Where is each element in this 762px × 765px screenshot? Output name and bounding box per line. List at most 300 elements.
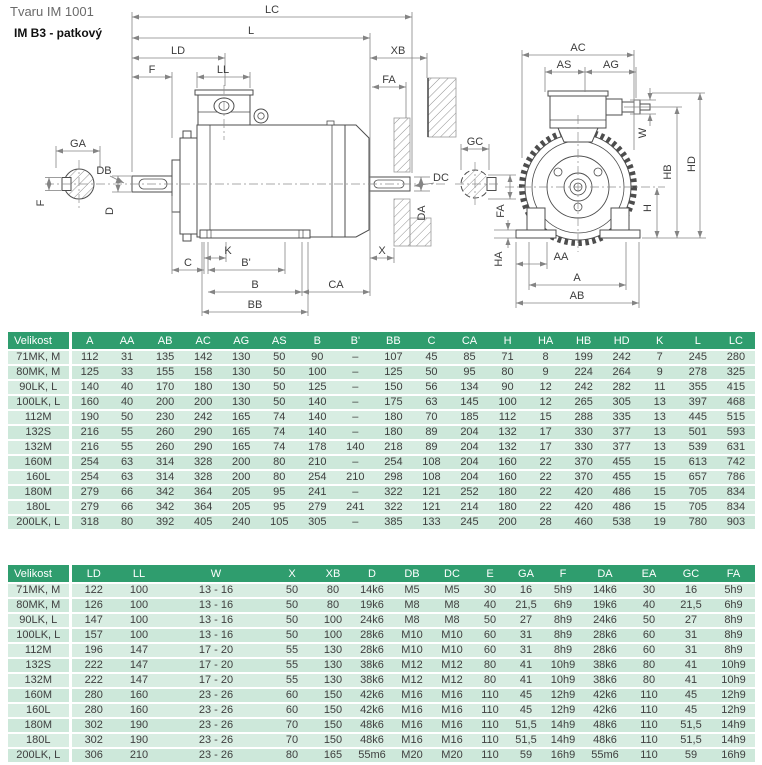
value-cell: 254 [374, 455, 412, 470]
column-header: HD [603, 332, 641, 350]
motor-size-cell: 90LK, L [8, 613, 70, 628]
dim-label-d: D [104, 207, 116, 215]
column-header: W [162, 565, 270, 583]
value-cell: 51,5 [670, 718, 712, 733]
dim-label-db: DB [96, 165, 112, 177]
value-cell: 63 [108, 470, 146, 485]
value-cell: 230 [146, 410, 184, 425]
value-cell: 48k6 [352, 733, 392, 748]
value-cell: 140 [298, 425, 336, 440]
motor-size-cell: 90LK, L [8, 380, 70, 395]
value-cell: 6h9 [712, 598, 755, 613]
value-cell: 8 [527, 350, 565, 365]
value-cell: 204 [450, 425, 488, 440]
value-cell: 160 [489, 470, 527, 485]
value-cell: 19 [641, 515, 679, 530]
value-cell: 14k6 [352, 583, 392, 598]
value-cell: 112 [489, 410, 527, 425]
value-cell: 48k6 [582, 733, 628, 748]
value-cell: 23 - 26 [162, 748, 270, 763]
value-cell: 45 [670, 703, 712, 718]
column-header: FA [712, 565, 755, 583]
value-cell: 314 [146, 455, 184, 470]
value-cell: 40 [108, 380, 146, 395]
value-cell: – [336, 350, 374, 365]
value-cell: 70 [270, 733, 314, 748]
value-cell: 538 [603, 515, 641, 530]
table-row [8, 425, 755, 440]
value-cell: 140 [70, 380, 108, 395]
value-cell: 780 [679, 515, 717, 530]
table-row [8, 395, 755, 410]
value-cell: 30 [472, 583, 508, 598]
value-cell: 385 [374, 515, 412, 530]
value-cell: 160 [116, 703, 162, 718]
column-header: E [472, 565, 508, 583]
column-header: B' [336, 332, 374, 350]
value-cell: 241 [298, 485, 336, 500]
main-dimensions-table-section [8, 332, 755, 531]
table-row [8, 658, 755, 673]
value-cell: 121 [412, 500, 450, 515]
value-cell: 180 [184, 380, 222, 395]
column-header: AA [108, 332, 146, 350]
value-cell: 377 [603, 440, 641, 455]
value-cell: 12h9 [712, 703, 755, 718]
value-cell: 205 [222, 500, 260, 515]
value-cell: 254 [298, 470, 336, 485]
value-cell: 180 [489, 500, 527, 515]
value-cell: 22 [527, 470, 565, 485]
value-cell: 110 [628, 703, 670, 718]
value-cell: 130 [222, 365, 260, 380]
value-cell: 110 [472, 718, 508, 733]
value-cell: M12 [392, 673, 432, 688]
value-cell: 22 [527, 500, 565, 515]
value-cell: M10 [392, 643, 432, 658]
value-cell: 13 [641, 425, 679, 440]
value-cell: 13 - 16 [162, 598, 270, 613]
value-cell: 110 [628, 718, 670, 733]
value-cell: 147 [70, 613, 116, 628]
value-cell: 60 [270, 703, 314, 718]
value-cell: 38k6 [582, 673, 628, 688]
value-cell: 14h9 [712, 733, 755, 748]
value-cell: 420 [565, 485, 603, 500]
value-cell: 89 [412, 425, 450, 440]
value-cell: M20 [432, 748, 472, 763]
dim-label-ga: GA [70, 138, 86, 150]
value-cell: 110 [472, 748, 508, 763]
value-cell: 15 [527, 410, 565, 425]
value-cell: 41 [670, 673, 712, 688]
value-cell: 240 [222, 515, 260, 530]
value-cell: 31 [670, 628, 712, 643]
motor-side-view [132, 90, 410, 241]
value-cell: 8h9 [544, 643, 582, 658]
value-cell: 157 [70, 628, 116, 643]
table-row [8, 485, 755, 500]
value-cell: 12 [527, 380, 565, 395]
value-cell: 7 [641, 350, 679, 365]
column-header: B [298, 332, 336, 350]
value-cell: 200 [222, 455, 260, 470]
value-cell: 12 [527, 395, 565, 410]
value-cell: 80 [472, 673, 508, 688]
value-cell: 41 [670, 658, 712, 673]
value-cell: – [336, 515, 374, 530]
dim-label-lc: LC [264, 4, 280, 16]
value-cell: 40 [628, 598, 670, 613]
value-cell: 17 - 20 [162, 658, 270, 673]
value-cell: 112 [70, 350, 108, 365]
value-cell: 45 [670, 688, 712, 703]
value-cell: 14h9 [544, 718, 582, 733]
value-cell: 196 [70, 643, 116, 658]
value-cell: 242 [603, 350, 641, 365]
value-cell: M12 [432, 673, 472, 688]
value-cell: 59 [670, 748, 712, 763]
column-header: DB [392, 565, 432, 583]
value-cell: 5h9 [544, 583, 582, 598]
value-cell: 204 [450, 455, 488, 470]
value-cell: 460 [565, 515, 603, 530]
value-cell: 28 [527, 515, 565, 530]
value-cell: 279 [70, 485, 108, 500]
header-row [8, 565, 755, 583]
value-cell: 142 [184, 350, 222, 365]
value-cell: 486 [603, 485, 641, 500]
value-cell: 23 - 26 [162, 718, 270, 733]
value-cell: 55 [108, 440, 146, 455]
value-cell: 21,5 [508, 598, 544, 613]
value-cell: 200 [489, 515, 527, 530]
value-cell: 14h9 [712, 718, 755, 733]
value-cell: 328 [184, 455, 222, 470]
value-cell: – [336, 455, 374, 470]
value-cell: 100 [116, 628, 162, 643]
dim-label-b-prime: B' [241, 257, 251, 269]
value-cell: 80 [472, 658, 508, 673]
value-cell: 405 [184, 515, 222, 530]
value-cell: 377 [603, 425, 641, 440]
value-cell: 13 [641, 440, 679, 455]
value-cell: 130 [314, 673, 352, 688]
column-header: DC [432, 565, 472, 583]
dim-label-fa-front: FA [495, 204, 507, 218]
value-cell: 742 [717, 455, 755, 470]
dim-label-gc: GC [466, 136, 484, 148]
motor-size-cell: 100LK, L [8, 395, 70, 410]
value-cell: 60 [270, 688, 314, 703]
value-cell: 122 [70, 583, 116, 598]
value-cell: 13 - 16 [162, 613, 270, 628]
dim-label-da: DA [416, 205, 428, 221]
column-header: AC [184, 332, 222, 350]
value-cell: 903 [717, 515, 755, 530]
value-cell: M10 [432, 643, 472, 658]
value-cell: M8 [392, 613, 432, 628]
value-cell: 66 [108, 485, 146, 500]
dim-label-f-top: F [148, 64, 156, 76]
value-cell: 10h9 [712, 673, 755, 688]
value-cell: 51,5 [508, 733, 544, 748]
value-cell: 100 [314, 613, 352, 628]
table-row [8, 643, 755, 658]
column-header: DA [582, 565, 628, 583]
value-cell: 22 [527, 485, 565, 500]
value-cell: 190 [116, 718, 162, 733]
value-cell: 108 [412, 470, 450, 485]
value-cell: 222 [70, 673, 116, 688]
value-cell: 50 [472, 613, 508, 628]
value-cell: 318 [70, 515, 108, 530]
motor-size-cell: 132S [8, 425, 70, 440]
motor-size-cell: 160M [8, 455, 70, 470]
value-cell: 342 [146, 485, 184, 500]
value-cell: 80 [628, 658, 670, 673]
value-cell: 89 [412, 440, 450, 455]
value-cell: 50 [270, 613, 314, 628]
value-cell: 48k6 [352, 718, 392, 733]
value-cell: 9 [527, 365, 565, 380]
column-header: GC [670, 565, 712, 583]
page-subtitle: IM B3 - patkový [14, 26, 103, 40]
value-cell: 15 [641, 485, 679, 500]
value-cell: 31 [508, 628, 544, 643]
value-cell: 216 [70, 425, 108, 440]
value-cell: 95 [450, 365, 488, 380]
value-cell: 10h9 [544, 658, 582, 673]
value-cell: 19k6 [352, 598, 392, 613]
value-cell: 5h9 [712, 583, 755, 598]
dim-label-ag: AG [603, 59, 619, 71]
value-cell: 150 [314, 718, 352, 733]
value-cell: 40 [108, 395, 146, 410]
value-cell: 80 [628, 673, 670, 688]
value-cell: 280 [717, 350, 755, 365]
value-cell: 140 [336, 440, 374, 455]
value-cell: 302 [70, 733, 116, 748]
value-cell: 59 [508, 748, 544, 763]
column-header: H [489, 332, 527, 350]
dim-label-as: AS [556, 59, 572, 71]
value-cell: 95 [260, 500, 298, 515]
value-cell: 306 [70, 748, 116, 763]
motor-size-cell: 100LK, L [8, 628, 70, 643]
value-cell: 16 [508, 583, 544, 598]
value-cell: M10 [432, 628, 472, 643]
value-cell: 22 [527, 455, 565, 470]
value-cell: M16 [392, 733, 432, 748]
value-cell: 110 [628, 733, 670, 748]
value-cell: 254 [70, 470, 108, 485]
value-cell: 14k6 [582, 583, 628, 598]
value-cell: 224 [565, 365, 603, 380]
value-cell: 200 [146, 395, 184, 410]
value-cell: 539 [679, 440, 717, 455]
motor-size-cell: 132M [8, 440, 70, 455]
dim-label-x: X [378, 245, 386, 257]
value-cell: 501 [679, 425, 717, 440]
value-cell: 241 [336, 500, 374, 515]
value-cell: M12 [392, 658, 432, 673]
value-cell: 24k6 [582, 613, 628, 628]
value-cell: 613 [679, 455, 717, 470]
value-cell: M8 [432, 613, 472, 628]
value-cell: 175 [374, 395, 412, 410]
value-cell: 786 [717, 470, 755, 485]
dim-label-w: W [637, 127, 649, 139]
value-cell: 593 [717, 425, 755, 440]
dim-label-xb: XB [390, 45, 406, 57]
value-cell: 280 [70, 688, 116, 703]
value-cell: 185 [450, 410, 488, 425]
value-cell: 515 [717, 410, 755, 425]
value-cell: 165 [222, 425, 260, 440]
value-cell: 147 [116, 673, 162, 688]
value-cell: 45 [508, 688, 544, 703]
value-cell: 8h9 [712, 643, 755, 658]
dim-label-l: L [247, 25, 255, 37]
table-row [8, 628, 755, 643]
value-cell: 42k6 [352, 703, 392, 718]
value-cell: 15 [641, 455, 679, 470]
value-cell: 125 [374, 365, 412, 380]
column-header: BB [374, 332, 412, 350]
shaft-dimensions-table [8, 565, 755, 764]
column-header: LD [70, 565, 116, 583]
value-cell: 50 [270, 598, 314, 613]
value-cell: 21,5 [670, 598, 712, 613]
value-cell: M10 [392, 628, 432, 643]
motor-size-cell: 160L [8, 470, 70, 485]
column-header: HB [565, 332, 603, 350]
value-cell: 100 [314, 628, 352, 643]
value-cell: 282 [603, 380, 641, 395]
value-cell: 335 [603, 410, 641, 425]
value-cell: – [336, 395, 374, 410]
value-cell: 66 [108, 500, 146, 515]
value-cell: 38k6 [582, 658, 628, 673]
value-cell: 40 [472, 598, 508, 613]
page-title: Tvaru IM 1001 [10, 4, 94, 19]
value-cell: 80 [489, 365, 527, 380]
column-header: K [641, 332, 679, 350]
column-header: GA [508, 565, 544, 583]
value-cell: 200 [184, 395, 222, 410]
value-cell: 834 [717, 485, 755, 500]
value-cell: 60 [628, 628, 670, 643]
value-cell: 15 [641, 470, 679, 485]
value-cell: – [336, 425, 374, 440]
column-header-velikost: Velikost [8, 565, 70, 583]
value-cell: 31 [108, 350, 146, 365]
value-cell: 60 [472, 643, 508, 658]
motor-size-cell: 180M [8, 718, 70, 733]
value-cell: 278 [679, 365, 717, 380]
value-cell: 42k6 [582, 703, 628, 718]
value-cell: 160 [116, 688, 162, 703]
value-cell: 17 - 20 [162, 643, 270, 658]
value-cell: 45 [508, 703, 544, 718]
value-cell: 322 [374, 500, 412, 515]
value-cell: 355 [679, 380, 717, 395]
dim-label-ha: HA [493, 251, 505, 267]
value-cell: 110 [472, 733, 508, 748]
table-row [8, 703, 755, 718]
value-cell: 33 [108, 365, 146, 380]
value-cell: 13 [641, 410, 679, 425]
value-cell: 17 [527, 440, 565, 455]
dim-label-ca: CA [328, 279, 344, 291]
motor-size-cell: 132S [8, 658, 70, 673]
table-row [8, 733, 755, 748]
value-cell: 95 [260, 485, 298, 500]
motor-size-cell: 200LK, L [8, 748, 70, 763]
value-cell: 415 [717, 380, 755, 395]
value-cell: 290 [184, 440, 222, 455]
value-cell: – [336, 410, 374, 425]
dim-label-ll: LL [216, 64, 230, 76]
value-cell: 134 [450, 380, 488, 395]
value-cell: 245 [450, 515, 488, 530]
value-cell: 8h9 [712, 613, 755, 628]
value-cell: 31 [670, 643, 712, 658]
value-cell: 56 [412, 380, 450, 395]
value-cell: 8h9 [544, 613, 582, 628]
value-cell: 180 [374, 425, 412, 440]
dim-label-h: H [642, 204, 654, 212]
value-cell: 150 [314, 733, 352, 748]
value-cell: 216 [70, 440, 108, 455]
motor-size-cell: 200LK, L [8, 515, 70, 530]
table-row [8, 583, 755, 598]
value-cell: 420 [565, 500, 603, 515]
motor-size-cell: 80MK, M [8, 365, 70, 380]
value-cell: 370 [565, 470, 603, 485]
value-cell: 328 [184, 470, 222, 485]
value-cell: 455 [603, 470, 641, 485]
value-cell: 8h9 [544, 628, 582, 643]
column-header: AG [222, 332, 260, 350]
value-cell: 55 [108, 425, 146, 440]
table-row [8, 598, 755, 613]
motor-size-cell: 71MK, M [8, 350, 70, 365]
value-cell: 110 [472, 703, 508, 718]
motor-size-cell: 112M [8, 410, 70, 425]
value-cell: 55m6 [352, 748, 392, 763]
value-cell: 27 [508, 613, 544, 628]
table-row [8, 748, 755, 763]
value-cell: 15 [641, 500, 679, 515]
value-cell: 445 [679, 410, 717, 425]
value-cell: 28k6 [352, 643, 392, 658]
value-cell: 342 [146, 500, 184, 515]
value-cell: 150 [374, 380, 412, 395]
value-cell: M5 [392, 583, 432, 598]
value-cell: 254 [70, 455, 108, 470]
value-cell: 205 [222, 485, 260, 500]
value-cell: 705 [679, 500, 717, 515]
value-cell: 16h9 [544, 748, 582, 763]
value-cell: 13 - 16 [162, 628, 270, 643]
value-cell: 74 [260, 410, 298, 425]
value-cell: 12h9 [544, 703, 582, 718]
value-cell: 204 [450, 470, 488, 485]
value-cell: 125 [298, 380, 336, 395]
value-cell: 130 [314, 643, 352, 658]
